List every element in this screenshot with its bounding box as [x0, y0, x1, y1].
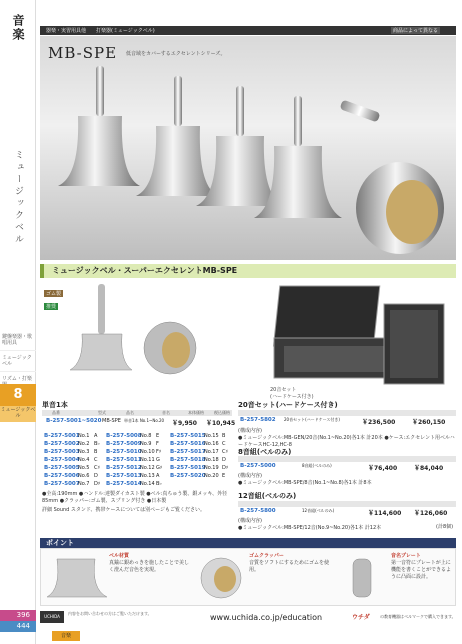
- single-price-row: B-257-5001~5020 MB-SPE 単音1本 No.1~No.20 ￥9,950 ￥10,945: [46, 418, 236, 427]
- set20-table-header: [238, 410, 456, 416]
- header-tag: 器楽・実習用具他: [46, 28, 87, 34]
- note-grid-cell: No.14: [140, 481, 155, 487]
- point-2: ゴムクラッパー 音質をソフトにするためにゴムを使用。: [249, 553, 330, 573]
- note-grid-cell: No.20: [204, 473, 219, 479]
- set12-title: 12音組(ベルのみ): [238, 492, 297, 500]
- note-grid-cell: No.3: [78, 449, 90, 455]
- set20-note: (構成内容) ●ミュージックベル:MB-GEN/20音(No.1~No.20)各1本 計20本 ●ケース:エクセレント用ベルハードケースHC-12,HC-8: [238, 428, 455, 448]
- note-grid-cell: C♯: [94, 465, 100, 471]
- section-title: ミュージックベル・スーパーエクセレントMB-SPE: [52, 266, 238, 275]
- note-grid-cell: No.2: [78, 441, 90, 447]
- header-strip: [40, 26, 456, 35]
- bell-1: [58, 66, 140, 186]
- note-grid-cell: No.8: [140, 433, 152, 439]
- note-grid-cell: No.7: [78, 481, 90, 487]
- note-grid-cell: B-257-5012: [106, 465, 142, 471]
- note-grid-cell: No.4: [78, 457, 90, 463]
- note-grid-row: [42, 449, 232, 457]
- sidebar-subcategory: ミュージックベル: [13, 150, 23, 246]
- note-grid-cell: B-257-5018: [170, 457, 206, 463]
- header-tag: 商品によって異なる: [392, 28, 438, 34]
- note-grid-cell: B-257-5017: [170, 449, 206, 455]
- spec-note: ●全高:190mm ●ハンドル:達製ダイカスト製 ●ベル:真ちゅう製、銀メッキ、外径85mm ●クラッパー:ゴム製、スプリング付き ●日本製: [42, 491, 228, 504]
- note-grid-cell: No.13: [140, 473, 155, 479]
- bell-2: [136, 76, 218, 196]
- note-grid-cell: No.9: [140, 441, 152, 447]
- note-grid-cell: B-257-5004: [44, 457, 80, 463]
- note-grid-cell: No.16: [204, 441, 219, 447]
- set12-price-row: B-257-5800 12音組(ベルのみ) ￥114,600 ￥126,060: [240, 508, 448, 517]
- note-grid-cell: C: [222, 441, 226, 447]
- note-grid-row: [42, 441, 232, 449]
- note-grid-cell: G: [156, 457, 160, 463]
- point-1: ベル材質 真鍮に銀めっきを施したことで美しく澄んだ音色を実現。: [109, 553, 189, 573]
- page-number-a: 396: [0, 610, 36, 621]
- sidebar-active-item[interactable]: ミュージックベル: [0, 406, 36, 422]
- note-grid-cell: A: [94, 433, 98, 439]
- note-grid-cell: No.19: [204, 465, 219, 471]
- set8-price-row: B-257-5000 8音組(ベルのみ) ￥76,400 ￥84,040: [240, 463, 444, 472]
- note-grid-cell: B♭: [156, 481, 162, 487]
- note-grid-row: [42, 465, 232, 473]
- note-grid-cell: No.15: [204, 433, 219, 439]
- footer-brand-text: の教育機器はベルマークで購入できます。: [380, 614, 456, 619]
- note-grid-cell: B-257-5020: [170, 473, 206, 479]
- note-grid-cell: B-257-5016: [170, 441, 206, 447]
- footer: [40, 611, 456, 625]
- note-grid-cell: B-257-5015: [170, 433, 206, 439]
- note-grid-cell: G♯: [156, 465, 163, 471]
- set-caption: 20音セット (ハードケース付き): [270, 387, 314, 400]
- note-grid-cell: No.11: [140, 457, 155, 463]
- note-grid-row: [42, 433, 232, 441]
- set8-note: (構成内容) ●ミュージックベル:MB-SPE/8音(No.1~No.8)各1本 計8本: [238, 473, 372, 486]
- detail-note: 詳細 Sound スタンド、携帯ケースについては別ページもご覧ください。: [42, 507, 206, 513]
- set12-note: (構成内容) ●ミュージックベル:MB-SPE/12音(No.9~No.20)各1本 計12本: [238, 518, 382, 531]
- note-grid-cell: B-257-5010: [106, 449, 142, 455]
- note-grid-cell: D: [222, 457, 226, 463]
- note-grid-cell: B-257-5009: [106, 441, 142, 447]
- case-set-image-2: [380, 300, 450, 388]
- sidebar: [0, 0, 36, 644]
- set20-title: 20音セット(ハードケース付き): [238, 401, 338, 409]
- bells-illustration: [40, 36, 456, 260]
- footer-url[interactable]: www.uchida.co.jp/education: [210, 613, 323, 622]
- sidebar-item[interactable]: リズム・打楽: [0, 372, 36, 393]
- points-header: [40, 538, 456, 548]
- point-image-1: [47, 555, 107, 601]
- note-grid-cell: B-257-5003: [44, 449, 80, 455]
- hero-title: MB-SPE: [48, 44, 118, 62]
- bottom-tab[interactable]: 音楽: [52, 631, 80, 641]
- set12-count: (計8個): [436, 524, 454, 530]
- note-grid-cell: C♯: [222, 449, 228, 455]
- note-grid-cell: No.1: [78, 433, 90, 439]
- footer-text: 内容をお問い合わせの方はご覧いただけます。: [68, 611, 152, 616]
- sidebar-item[interactable]: 鍵盤楽器・歌唱用具: [0, 330, 36, 351]
- note-grid-cell: F: [156, 441, 159, 447]
- note-grid-cell: No.10: [140, 449, 155, 455]
- note-grid-cell: D♯: [94, 481, 101, 487]
- points-title: ポイント: [46, 539, 74, 547]
- section-header: [40, 264, 456, 278]
- note-grid-cell: B-257-5002: [44, 441, 80, 447]
- bell-5: [339, 99, 444, 254]
- note-grid-row: [42, 481, 232, 489]
- set20-price-row: B-257-5802 20音セット(ハードケース付き) ￥236,500 ￥260,150: [240, 417, 446, 426]
- note-grid-cell: B-257-5014: [106, 481, 142, 487]
- hero-image: [40, 36, 456, 260]
- note-grid-cell: B-257-5001: [44, 433, 80, 439]
- single-title: 単音1本: [42, 401, 68, 409]
- note-grid-cell: B-257-5007: [44, 481, 80, 487]
- note-grid-cell: E: [222, 473, 226, 479]
- hero-subtitle: 低音域をカバーするエクセレントシリーズ。: [126, 51, 226, 57]
- section-number: 8: [0, 384, 36, 406]
- note-grid-row: [42, 457, 232, 465]
- note-grid-cell: C: [94, 457, 98, 463]
- note-grid-cell: B-257-5005: [44, 465, 80, 471]
- set8-table-header: [238, 456, 456, 462]
- note-grid-cell: A: [156, 473, 160, 479]
- note-grid-cell: E: [156, 433, 160, 439]
- sidebar-category: 音楽: [11, 14, 25, 42]
- point-3: 音名プレート 第一音符にプレートが上に機能を書くことができるように凸面に設計。: [391, 553, 452, 580]
- note-grid-cell: No.18: [204, 457, 219, 463]
- note-grid-row: [42, 473, 232, 481]
- note-grid-cell: B-257-5008: [106, 433, 142, 439]
- note-grid-cell: No.6: [78, 473, 90, 479]
- note-grid-cell: No.12: [140, 465, 155, 471]
- single-table-header: 品番 型式 品名 音名 本体価格 税込価格: [42, 410, 232, 416]
- point-image-3: [335, 555, 391, 601]
- note-grid-cell: F♯: [156, 449, 162, 455]
- note-grid-cell: D: [94, 473, 98, 479]
- note-grid-cell: No.5: [78, 465, 90, 471]
- recommend-badge: 推奨: [46, 304, 57, 310]
- note-grid-cell: B: [222, 433, 226, 439]
- set12-table-header: [238, 501, 456, 507]
- header-tag: 打楽器(ミュージックベル): [96, 28, 155, 34]
- footer-brand: ウチダ: [352, 614, 370, 621]
- footer-logo: UCHIDA: [40, 611, 64, 623]
- note-grid-cell: B-257-5019: [170, 465, 206, 471]
- note-grid-cell: B-257-5006: [44, 473, 80, 479]
- points-box: [40, 548, 456, 606]
- sidebar-item[interactable]: ミュージックベル: [0, 351, 36, 372]
- note-grid-cell: B♭: [94, 441, 100, 447]
- note-grid-cell: D♯: [222, 465, 229, 471]
- single-bell-image: [62, 282, 202, 378]
- material-badge: ゴム製: [46, 291, 62, 297]
- note-grid-cell: B: [94, 449, 98, 455]
- page-number-b: 444: [0, 621, 36, 632]
- note-grid-cell: B-257-5011: [106, 457, 142, 463]
- set8-title: 8音組(ベルのみ): [238, 448, 292, 456]
- note-grid-cell: B-257-5013: [106, 473, 142, 479]
- note-grid-cell: No.17: [204, 449, 219, 455]
- point-image-2: [193, 555, 249, 601]
